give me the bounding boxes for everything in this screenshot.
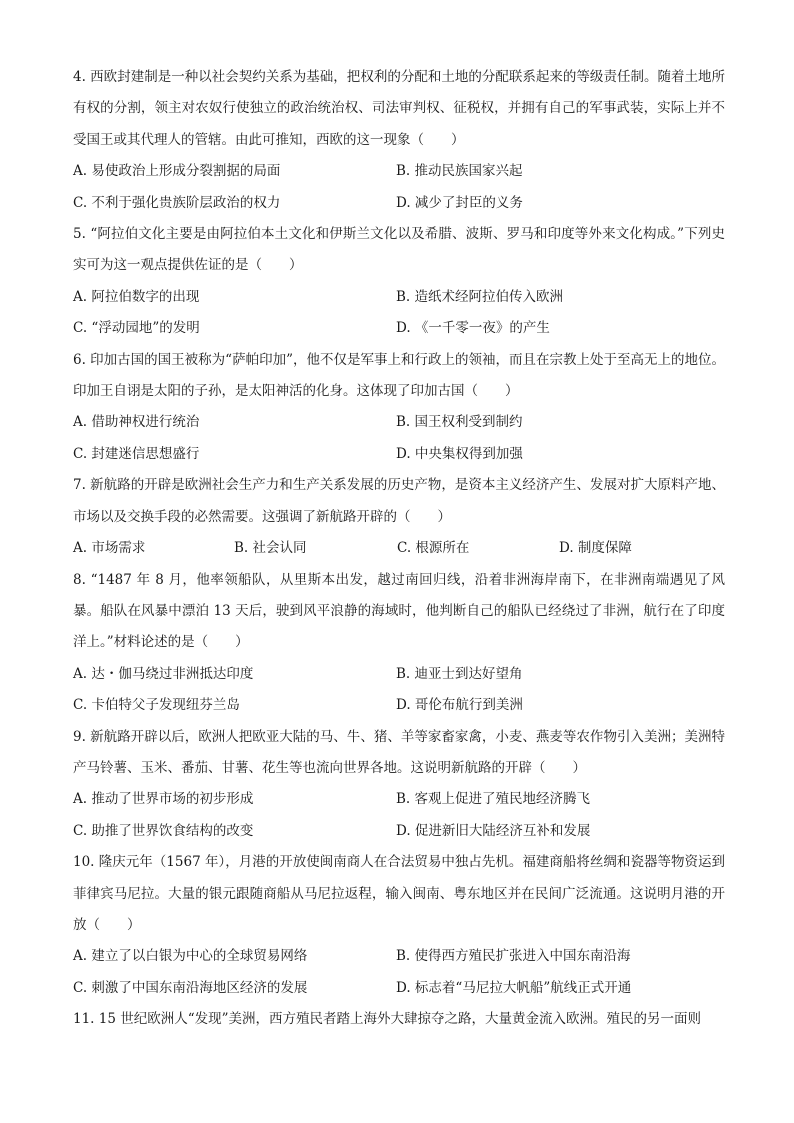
option-c[interactable]: C. 封建迷信思想盛行 bbox=[73, 445, 200, 462]
option-a[interactable]: A. 市场需求 bbox=[73, 540, 146, 557]
option-a[interactable]: A. 阿拉伯数字的出现 bbox=[73, 288, 200, 305]
question-10 bbox=[73, 847, 725, 1004]
question-stem: 6. 印加古国的国王被称为“萨帕印加”，他不仅是军事上和行政上的领袖，而且在宗教上处于至高无上的地位。印加王自诩是太阳的子孙，是太阳神活的化身。这体现了印加古国（ ） bbox=[73, 351, 725, 400]
option-group bbox=[73, 282, 725, 345]
question-stem: 9. 新航路开辟以后，欧洲人把欧亚大陆的马、牛、猪、羊等家畜家禽，小麦、燕麦等农作物引入美洲；美洲特产马铃薯、玉米、番茄、甘薯、花生等也流向世界各地。这说明新航路的开辟（ ） bbox=[73, 728, 725, 776]
option-group bbox=[73, 533, 725, 564]
question-stem: 7. 新航路的开辟是欧洲社会生产力和生产关系发展的历史产物，是资本主义经济产生、发展对扩大原料产地、市场以及交换手段的必然需要。这强调了新航路开辟的（ ） bbox=[73, 477, 725, 525]
question-5 bbox=[73, 219, 725, 345]
option-c[interactable]: C. 不利于强化贵族阶层政治的权力 bbox=[73, 194, 281, 211]
option-a[interactable]: A. 推动了世界市场的初步形成 bbox=[73, 791, 254, 808]
option-group bbox=[73, 941, 725, 1004]
question-stem: 11. 15 世纪欧洲人“发现”美洲，西方殖民者踏上海外大肆掠夺之路，大量黄金流入欧洲。殖民的另一面则 bbox=[73, 1011, 702, 1028]
question-8 bbox=[73, 565, 725, 722]
question-7 bbox=[73, 470, 725, 564]
question-11 bbox=[73, 1004, 725, 1035]
option-group bbox=[73, 659, 725, 722]
question-stem: 5. “阿拉伯文化主要是由阿拉伯本土文化和伊斯兰文化以及希腊、波斯、罗马和印度等外来文化构成。”下列史实可为这一观点提供佐证的是（ ） bbox=[73, 226, 725, 274]
option-b[interactable]: B. 推动民族国家兴起 bbox=[396, 163, 523, 180]
option-a[interactable]: A. 达・伽马绕过非洲抵达印度 bbox=[73, 665, 254, 682]
option-group bbox=[73, 784, 725, 847]
option-d[interactable]: D. 哥伦布航行到美洲 bbox=[396, 697, 523, 714]
option-d[interactable]: D. 减少了封臣的义务 bbox=[396, 194, 523, 211]
option-a[interactable]: A. 借助神权进行统治 bbox=[73, 414, 200, 431]
question-4 bbox=[73, 62, 725, 219]
option-b[interactable]: B. 国王权利受到制约 bbox=[396, 414, 523, 431]
option-d[interactable]: D. 《一千零一夜》的产生 bbox=[396, 320, 550, 337]
option-b[interactable]: B. 造纸术经阿拉伯传入欧洲 bbox=[396, 288, 564, 305]
question-6 bbox=[73, 345, 725, 471]
option-d[interactable]: D. 标志着“马尼拉大帆船”航线正式开通 bbox=[396, 979, 632, 996]
question-stem: 8. “1487 年 8 月，他率领船队，从里斯本出发，越过南回归线，沿着非洲海岸南下，在非洲南端遇见了风暴。船队在风暴中漂泊 13 天后，驶到风平浪静的海域时，他判断自己的船队已经绕过了非洲，航行在了印度洋上。”材料论述的是（ ） bbox=[73, 571, 725, 651]
option-c[interactable]: C. 刺激了中国东南沿海地区经济的发展 bbox=[73, 979, 308, 996]
question-stem: 10. 隆庆元年（1567 年），月港的开放使闽南商人在合法贸易中独占先机。福建商船将丝绸和瓷器等物资运到菲律宾马尼拉。大量的银元跟随商船从马尼拉返程，输入闽南、粤东地区并在民间广泛流通。这说明月港的开放（ ） bbox=[73, 854, 725, 933]
option-d[interactable]: D. 促进新旧大陆经济互补和发展 bbox=[396, 822, 591, 839]
option-group bbox=[73, 407, 725, 470]
question-stem: 4. 西欧封建制是一种以社会契约关系为基础，把权利的分配和土地的分配联系起来的等级责任制。随着土地所有权的分割，领主对农奴行使独立的政治统治权、司法审判权、征税权，并拥有自己的军事武装，实际上并不受国王或其代理人的管辖。由此可推知，西欧的这一现象（ ） bbox=[73, 69, 725, 148]
option-c[interactable]: C. 助推了世界饮食结构的改变 bbox=[73, 822, 254, 839]
option-b[interactable]: B. 社会认同 bbox=[234, 540, 307, 557]
option-group bbox=[73, 156, 725, 219]
option-a[interactable]: A. 建立了以白银为中心的全球贸易网络 bbox=[73, 948, 308, 965]
option-d[interactable]: D. 中央集权得到加强 bbox=[396, 445, 523, 462]
option-c[interactable]: C. “浮动园地”的发明 bbox=[73, 320, 200, 337]
option-c[interactable]: C. 卡伯特父子发现纽芬兰岛 bbox=[73, 697, 240, 714]
option-b[interactable]: B. 迪亚士到达好望角 bbox=[396, 665, 523, 682]
option-b[interactable]: B. 使得西方殖民扩张进入中国东南沿海 bbox=[396, 948, 631, 965]
question-9 bbox=[73, 722, 725, 848]
option-a[interactable]: A. 易使政治上形成分裂割据的局面 bbox=[73, 163, 281, 180]
option-b[interactable]: B. 客观上促进了殖民地经济腾飞 bbox=[396, 791, 591, 808]
option-c[interactable]: C. 根源所在 bbox=[397, 540, 470, 557]
question-list bbox=[73, 62, 725, 1036]
option-d[interactable]: D. 制度保障 bbox=[559, 540, 632, 557]
